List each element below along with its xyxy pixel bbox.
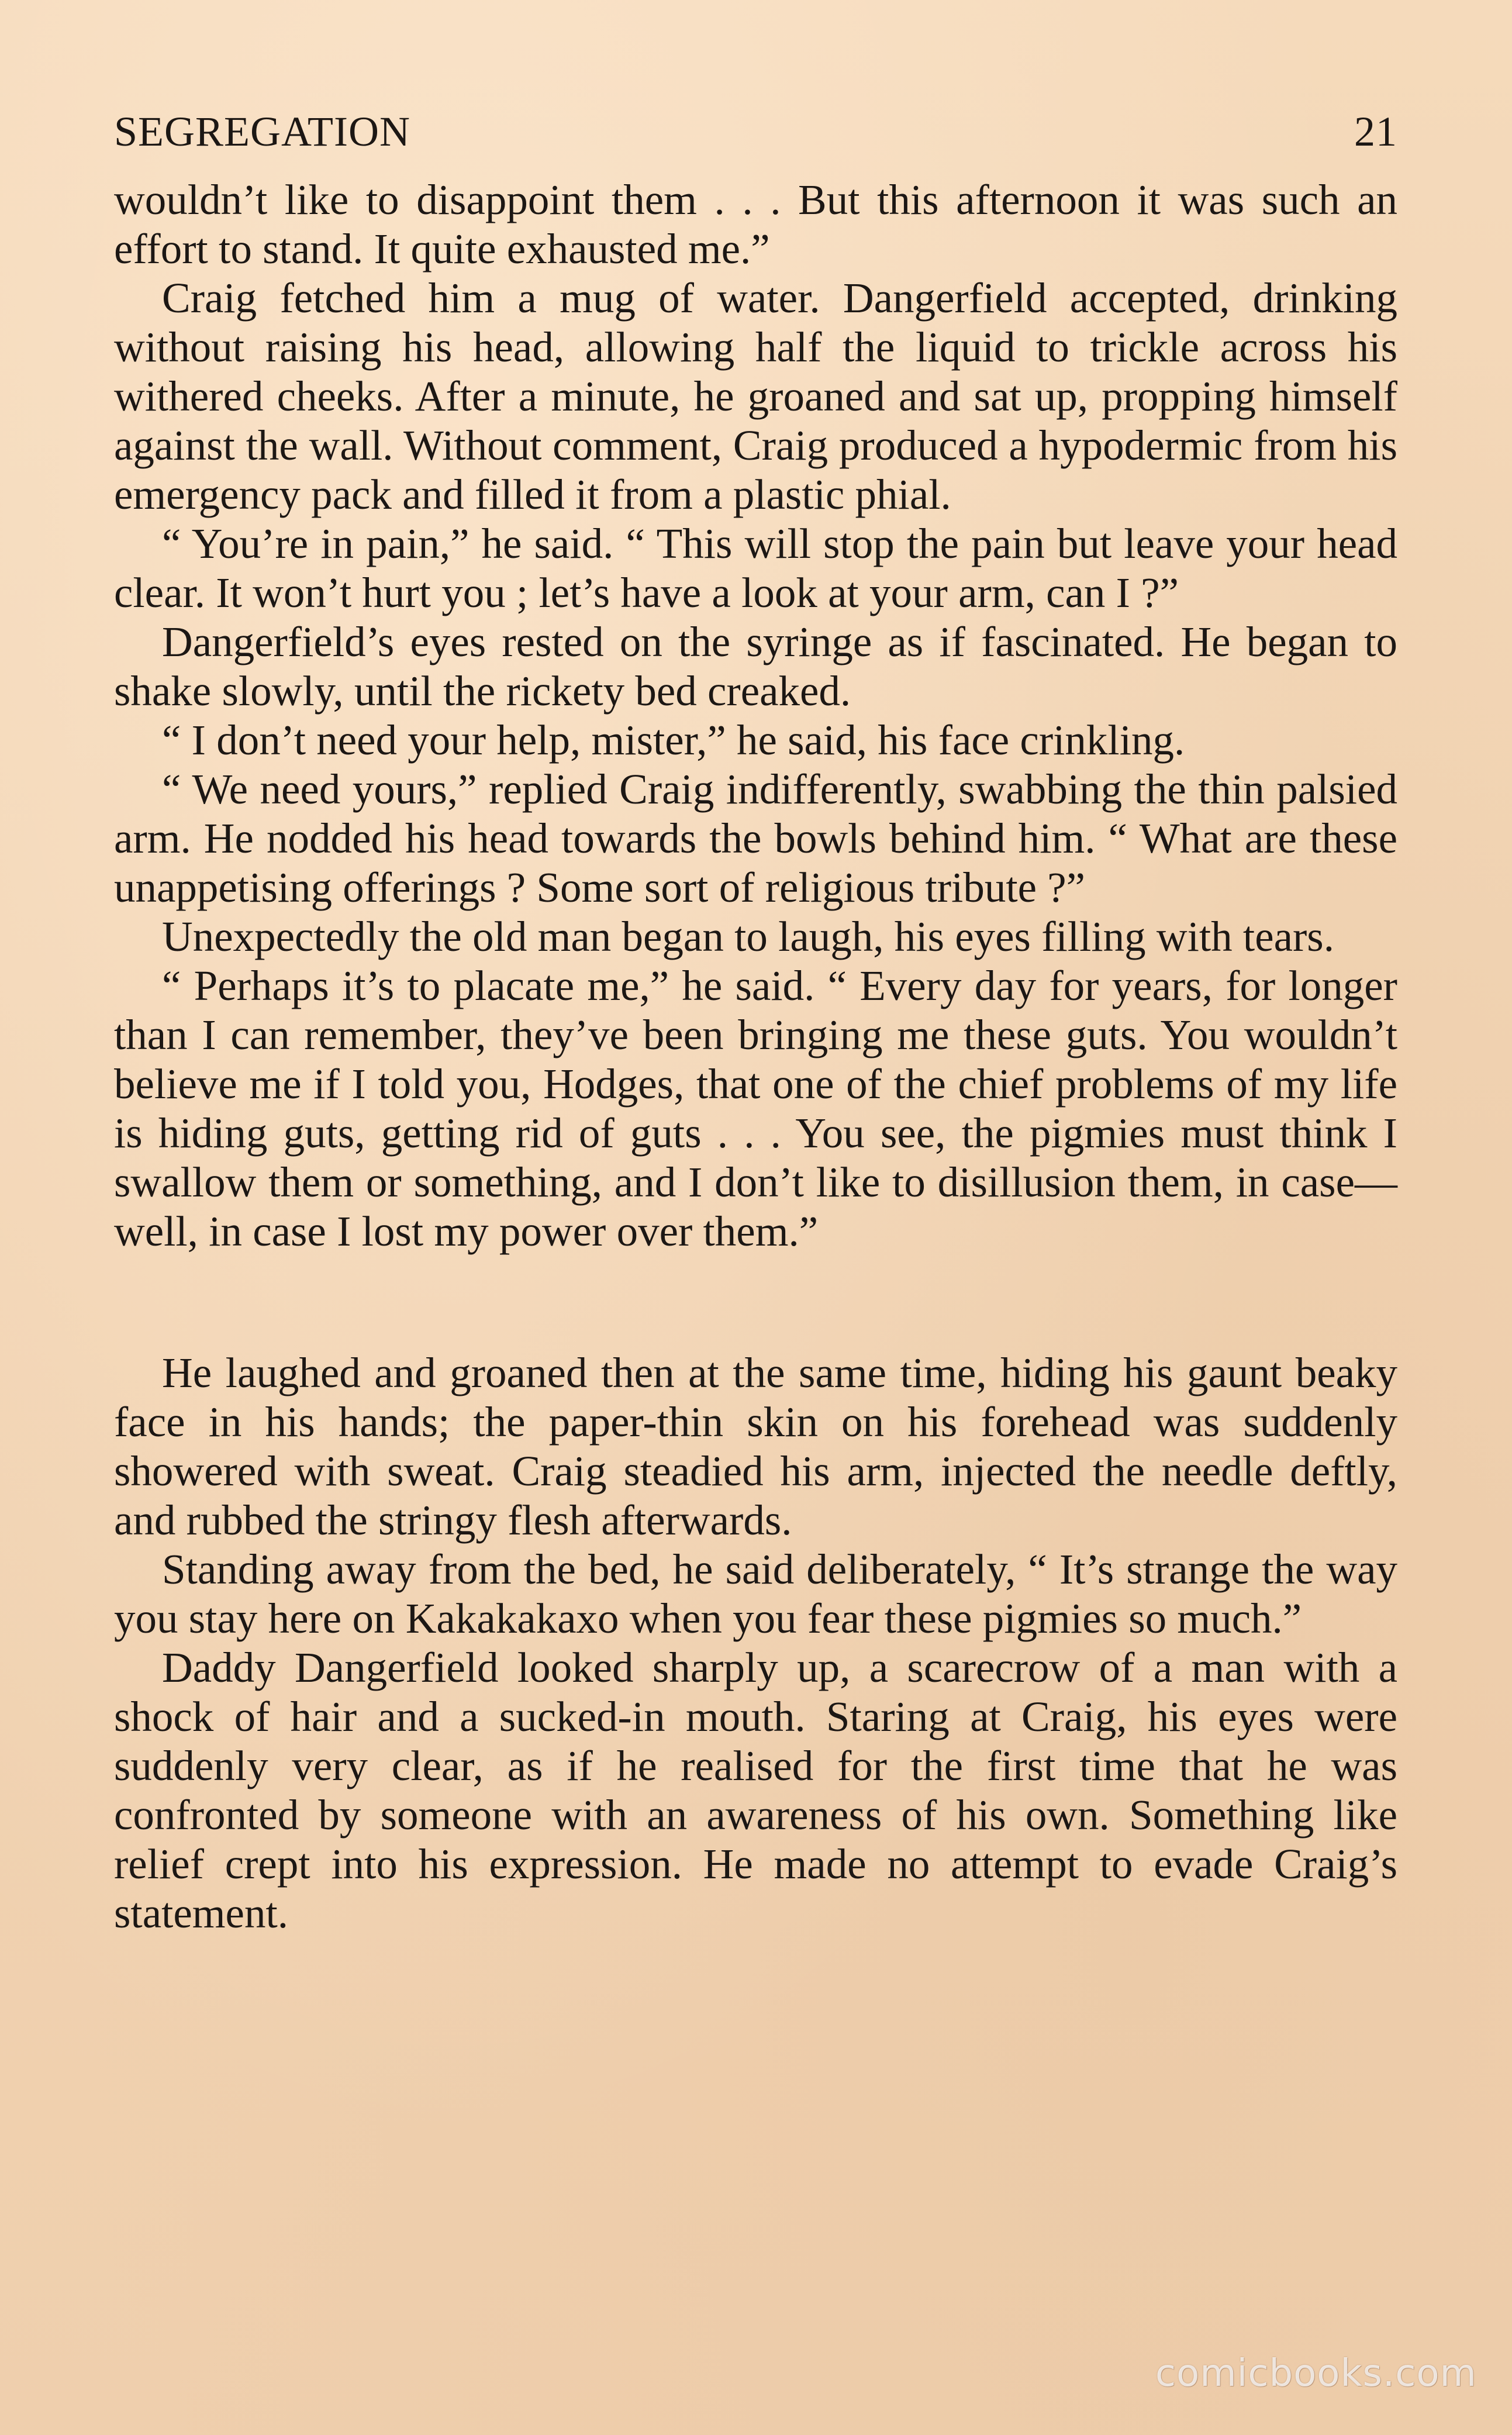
chapter-title: SEGREGATION (114, 108, 410, 155)
paragraph: “ We need yours,” replied Craig indifferently, swabbing the thin palsied arm. He nodded his head towards the bowls behind him. “ What are these unappetising offerings ? Some sort of religious tribute ?” (114, 765, 1397, 911)
paragraph: wouldn’t like to disappoint them . . . But this afternoon it was such an effort to stand. It quite exhausted me.” (114, 176, 1397, 273)
page-number: 21 (1354, 108, 1397, 155)
paragraph: Standing away from the bed, he said deliberately, “ It’s strange the way you stay here on Kakakakaxo when you fear these pigmies so much.” (114, 1546, 1397, 1642)
book-page (114, 105, 1397, 1938)
paragraph: Dangerfield’s eyes rested on the syringe as if fascinated. He began to shake slowly, until the rickety bed creaked. (114, 618, 1397, 715)
body-text (114, 175, 1397, 1938)
paragraph: “ Perhaps it’s to placate me,” he said. “ Every day for years, for longer than I can remember, they’ve been bringing me these guts. You wouldn’t believe me if I told you, Hodges, that one of the chief problems of my life is hiding guts, getting rid of guts . . . You see, the pigmies must think I swallow them or something, and I don’t like to disillusion them, in case—well, in case I lost my power over them.” (114, 962, 1397, 1255)
paragraph: “ You’re in pain,” he said. “ This will stop the pain but leave your head clear. It won’t hurt you ; let’s have a look at your arm, can I ?” (114, 520, 1397, 616)
site-watermark: comicbooks.com (1155, 2352, 1477, 2395)
paragraph: He laughed and groaned then at the same time, hiding his gaunt beaky face in his hands; the paper-thin skin on his forehead was suddenly showered with sweat. Craig steadied his arm, injected the needle deftly, and rubbed the stringy flesh afterwards. (114, 1349, 1397, 1544)
section-break (114, 1256, 1397, 1348)
paragraph: “ I don’t need your help, mister,” he said, his face crinkling. (162, 716, 1185, 764)
paragraph: Daddy Dangerfield looked sharply up, a scarecrow of a man with a shock of hair and a sucked-in mouth. Staring at Craig, his eyes were suddenly very clear, as if he realised for the first time that he was confronted by someone with an awareness of his own. Something like relief crept into his expression. He made no attempt to evade Craig’s statement. (114, 1644, 1397, 1937)
running-head (114, 105, 1397, 175)
paragraph: Unexpectedly the old man began to laugh, his eyes filling with tears. (162, 913, 1334, 960)
paragraph: Craig fetched him a mug of water. Dangerfield accepted, drinking without raising his head, allowing half the liquid to trickle across his withered cheeks. After a minute, he groaned and sat up, propping himself against the wall. Without comment, Craig produced a hypodermic from his emergency pack and filled it from a plastic phial. (114, 274, 1397, 518)
